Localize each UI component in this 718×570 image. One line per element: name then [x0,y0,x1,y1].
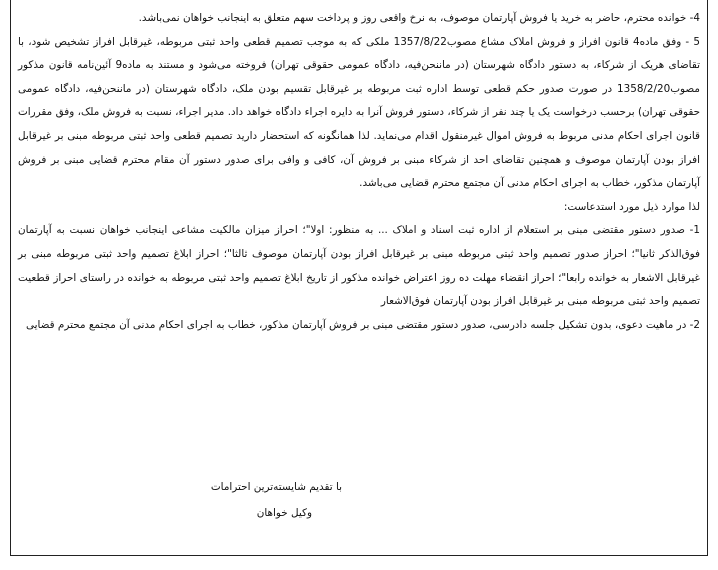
closing-text: با تقدیم شایسته‌ترین احترامات [210,481,342,493]
request-item-1: 1- صدور دستور مقتضی مبنی بر استعلام از اداره ثبت اسناد و املاک ... به منظور: اولا"؛ احراز میزان مالکیت مشاعی اینجانب خواهان نسبت به آپارتمان فوق‌الذکر ثانیا"؛ احراز صدور تصمیم واحد ثبتی مربوطه مبنی بر غیرقابل افراز بودن آپارتمان موصوف ثالثا"؛ احراز ابلاغ تصمیم واحد ثبتی مربوطه مبنی بر غیرقابل الاشعار به خوانده رابعا"؛ احراز انقضاء مهلت ده روز اعتراض خوانده مذکور از تاریخ ابلاغ تصمیم واحد ثبتی مربوطه به خوانده در راستای احراز قطعیت تصمیم واحد ثبتی مربوطه مبنی بر غیرقابل افراز بودن آپارتمان فوق‌الاشعار [18,224,700,308]
closing-block [92,474,342,526]
signature-text: وکیل خواهان [256,507,312,519]
requests-heading: لذا موارد ذیل مورد استدعاست: [563,200,700,213]
request-item-2: 2- در ماهیت دعوی، بدون تشکیل جلسه دادرسی، صدور دستور مقتضی مبنی بر فروش آپارتمان مذکور، خطاب به اجرای احکام مدنی آن مجتمع محترم قضایی [25,318,700,331]
paragraph-item-5: 5 - وفق ماده4 قانون افراز و فروش املاک مشاع مصوب1357/8/22 ملکی که به موجب تصمیم قطعی واحد ثبتی مربوطه، غیرقابل افراز تشخیص شود، با تقاضای هریک از شرکاء، به دستور دادگاه شهرستان (در ماننحن‌فیه، دادگاه عمومی حقوقی تهران) فروخته می‌شود و مستند به ماده9 آئین‌نامه قانون مذکور مصوب1358/2/20 در صورت صدور حکم قطعی توسط اداره ثبت مربوطه بر غیرقابل تقسیم بودن ملک، دادگاه شهرستان (در ماننحن‌فیه، دادگاه عمومی حقوقی تهران) برحسب درخواست یک یا چند نفر از شرکاء، دستور فروش آنرا به دایره اجراء دادگاه خواهد داد. مدیر اجراء، نسبت به فروش ملک، وفق مقررات قانون اجرای احکام مدنی مربوط به فروش اموال غیرمنقول اقدام می‌نماید. لذا همانگونه که استحضار دارید تصمیم قطعی واحد ثبتی مربوطه مبنی بر غیرقابل افراز بودن آپارتمان موصوف و همچنین تقاضای احد از شرکاء مبنی بر فروش آن، کافی و وافی برای صدور دستور آن مقام محترم قضایی مبنی بر فروش آپارتمان مذکور، خطاب به اجرای احکام مدنی آن مجتمع محترم قضایی می‌باشد. [18,35,700,190]
document-body [18,7,700,337]
paragraph-item-4: 4- خوانده محترم، حاضر به خرید یا فروش آپارتمان موصوف، به نرخ واقعی روز و پرداخت سهم متعلق به اینجانب خواهان نمی‌باشد. [138,12,700,24]
